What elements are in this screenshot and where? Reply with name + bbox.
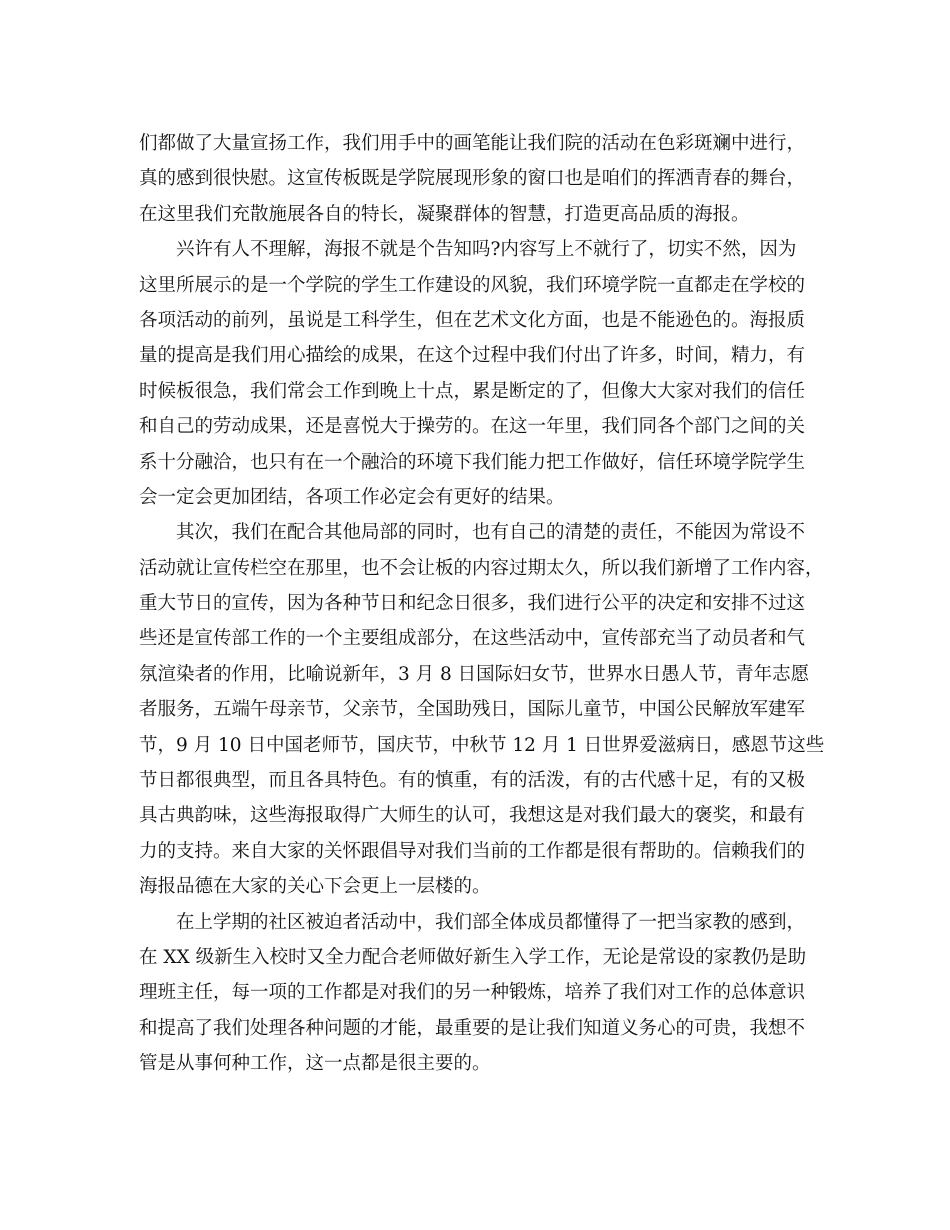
- text-line: 活动就让宣传栏空在那里，也不会让板的内容过期太久，所以我们新增了工作内容，: [139, 557, 824, 579]
- text-line: 和提高了我们处理各种问题的才能，最重要的是让我们知道义务心的可贵，我想不: [139, 1017, 806, 1039]
- text-line: 些还是宣传部工作的一个主要组成部分，在这些活动中，宣传部充当了动员者和气: [139, 628, 806, 650]
- text-line: 管是从事何种工作，这一点都是很主要的。: [139, 1053, 491, 1075]
- text-line: 者服务，五端午母亲节，父亲节，全国助残日，国际儿童节，中国公民解放军建军: [139, 699, 806, 721]
- text-line: 节，9 月 10 日中国老师节，国庆节，中秋节 12 月 1 日世界爱滋病日，感恩节这些: [139, 734, 825, 756]
- text-line: 兴许有人不理解，海报不就是个告知吗?内容写上不就行了，切实不然，因为: [176, 239, 797, 261]
- text-line: 量的提高是我们用心描绘的成果，在这个过程中我们付出了许多，时间，精力，有: [139, 345, 806, 367]
- text-line: 和自己的劳动成果，还是喜悦大于操劳的。在这一年里，我们同各个部门之间的关: [139, 416, 806, 438]
- text-line: 真的感到很快慰。这宣传板既是学院展现形象的窗口也是咱们的挥洒青春的舞台，: [139, 168, 806, 190]
- text-line: 其次，我们在配合其他局部的同时，也有自己的清楚的责任，不能因为常设不: [176, 522, 806, 544]
- text-line: 系十分融洽，也只有在一个融洽的环境下我们能力把工作做好，信任环境学院学生: [139, 451, 806, 473]
- text-line: 具古典韵味，这些海报取得广大师生的认可，我想这是对我们最大的褒奖，和最有: [139, 805, 806, 827]
- text-line: 节日都很典型，而且各具特色。有的慎重，有的活泼，有的古代感十足，有的又极: [139, 770, 806, 792]
- document-body: [139, 126, 829, 1082]
- text-line: 会一定会更加团结，各项工作必定会有更好的结果。: [139, 486, 565, 508]
- text-line: 在这里我们充散施展各自的特长，凝聚群体的智慧，打造更高品质的海报。: [139, 203, 750, 225]
- text-line: 氛渲染者的作用，比喻说新年，3 月 8 日国际妇女节，世界水日愚人节，青年志愿: [139, 663, 810, 685]
- text-line: 各项活动的前列，虽说是工科学生，但在艺术文化方面，也是不能逊色的。海报质: [139, 309, 806, 331]
- text-line: 理班主任，每一项的工作都是对我们的另一种锻炼，培养了我们对工作的总体意识: [139, 982, 806, 1004]
- text-line: 在 XX 级新生入校时又全力配合老师做好新生入学工作，无论是常设的家教仍是助: [139, 946, 807, 968]
- text-line: 在上学期的社区被迫者活动中，我们部全体成员都懂得了一把当家教的感到，: [176, 911, 806, 933]
- text-line: 这里所展示的是一个学院的学生工作建设的风貌，我们环境学院一直都走在学校的: [139, 274, 806, 296]
- text-line: 们都做了大量宣扬工作，我们用手中的画笔能让我们院的活动在色彩斑斓中进行，: [139, 133, 806, 154]
- text-line: 海报品德在大家的关心下会更上一层楼的。: [139, 876, 491, 898]
- text-line: 时候板很急，我们常会工作到晚上十点，累是断定的了，但像大大家对我们的信任: [139, 380, 806, 402]
- text-line: 力的支持。来自大家的关怀跟倡导对我们当前的工作都是很有帮助的。信赖我们的: [139, 840, 806, 862]
- text-line: 重大节日的宣传，因为各种节日和纪念日很多，我们进行公平的决定和安排不过这: [139, 593, 806, 615]
